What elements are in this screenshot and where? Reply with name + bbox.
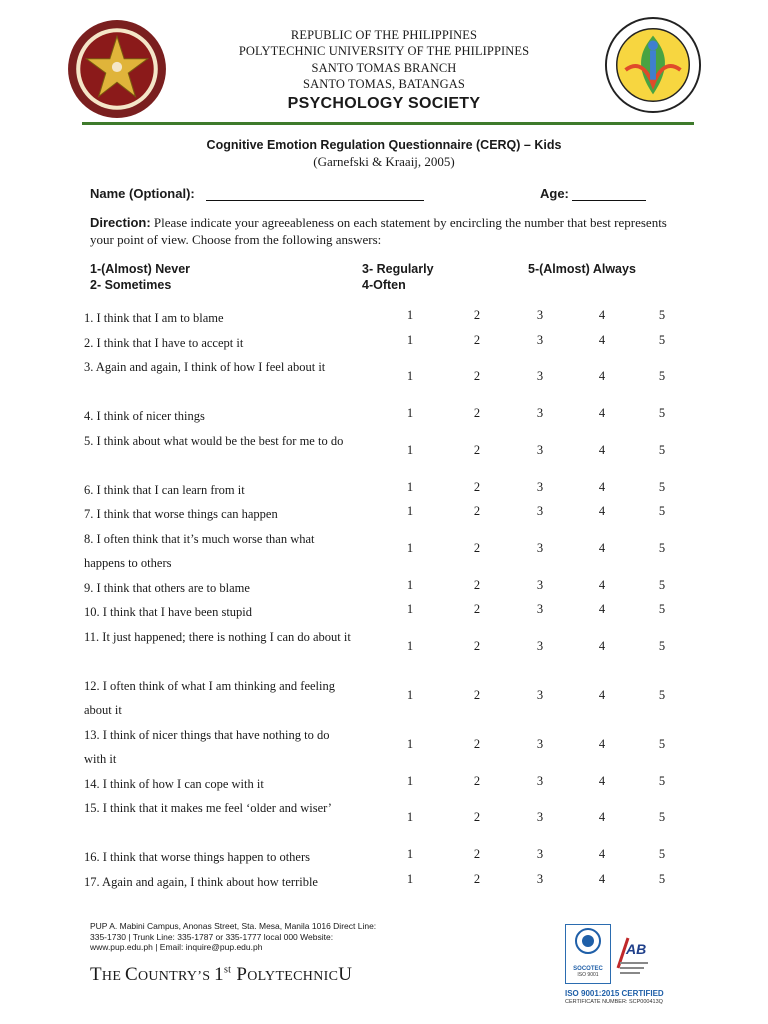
- socotec-label: SOCOTEC: [573, 966, 603, 972]
- certificate-number: CERTIFICATE NUMBER: SCP000413Q: [565, 999, 663, 1005]
- rating-option-3[interactable]: 3: [536, 773, 544, 788]
- ab-accreditation-icon: [612, 928, 652, 982]
- header-line-location: SANTO TOMAS, BATANGAS: [303, 77, 465, 92]
- question-text: 12. I often think of what I am thinking and feeling about it: [84, 678, 335, 717]
- question-text: 17. Again and again, I think about how terrible: [84, 874, 318, 889]
- rating-option-2[interactable]: 2: [473, 810, 481, 824]
- footer-address: PUP A. Mabini Campus, Anonas Street, Sta. Mesa, Manila 1016 Direct Line: 335-1730 | Trunk Line: 335-1787 or 335-1777 local 000 Website: www.pup.edu.ph | Email: inquire@pup.edu.ph: [90, 921, 377, 953]
- rating-option-4[interactable]: 4: [598, 369, 606, 383]
- rating-option-1[interactable]: 1: [406, 369, 414, 383]
- question-row: [84, 502, 684, 527]
- rating-option-3[interactable]: 3: [536, 577, 544, 592]
- rating-option-3[interactable]: 3: [536, 308, 544, 322]
- page-subtitle: (Garnefski & Kraaij, 2005): [313, 154, 455, 169]
- rating-option-1[interactable]: 1: [406, 773, 414, 788]
- socotec-icon: [566, 925, 610, 961]
- rating-option-3[interactable]: 3: [536, 602, 544, 616]
- question-text: 10. I think that I have been stupid: [84, 605, 253, 619]
- rating-option-1[interactable]: 1: [406, 687, 414, 702]
- slogan-st: st: [223, 964, 232, 976]
- question-row: [84, 527, 684, 576]
- rating-option-4[interactable]: 4: [598, 638, 606, 653]
- page-title: Cognitive Emotion Regulation Questionnaire (CERQ) – Kids: [206, 138, 562, 152]
- rating-option-1[interactable]: 1: [406, 602, 414, 616]
- rating-option-3[interactable]: 3: [536, 847, 544, 861]
- respondent-info-row: [90, 186, 690, 206]
- rating-option-1[interactable]: 1: [406, 736, 414, 751]
- rating-option-1[interactable]: 1: [406, 638, 414, 653]
- rating-option-4[interactable]: 4: [598, 736, 606, 751]
- question-text: 6. I think that I can learn from it: [84, 482, 245, 497]
- rating-option-2[interactable]: 2: [473, 773, 481, 788]
- society-name: PSYCHOLOGY SOCIETY: [287, 95, 481, 112]
- name-field[interactable]: [206, 200, 424, 201]
- question-text: 14. I think of how I can cope with it: [84, 776, 264, 791]
- rating-option-3[interactable]: 3: [536, 504, 544, 518]
- question-row: [84, 355, 684, 404]
- rating-option-3[interactable]: 3: [536, 442, 544, 457]
- socotec-iso-label: ISO 9001: [577, 972, 599, 978]
- rating-option-4[interactable]: 4: [598, 847, 606, 861]
- iso-certified-label: ISO 9001:2015 CERTIFIED: [565, 989, 664, 998]
- rating-option-4[interactable]: 4: [598, 406, 606, 420]
- ab-mark: AB: [626, 941, 647, 957]
- question-text: 7. I think that worse things can happen: [84, 507, 278, 521]
- question-row: [84, 845, 684, 870]
- rating-option-2[interactable]: 2: [473, 406, 481, 420]
- rating-option-3[interactable]: 3: [536, 638, 544, 653]
- rating-option-1[interactable]: 1: [406, 308, 414, 322]
- question-text: 3. Again and again, I think of how I feel about it: [84, 360, 326, 374]
- legend-option-1: 1-(Almost) Never: [90, 262, 191, 276]
- rating-option-4[interactable]: 4: [598, 442, 606, 457]
- question-row: [84, 306, 684, 331]
- rating-option-5[interactable]: 5: [658, 406, 666, 420]
- rating-option-3[interactable]: 3: [536, 332, 544, 347]
- rating-option-5[interactable]: 5: [658, 687, 666, 702]
- rating-option-4[interactable]: 4: [598, 871, 606, 886]
- slogan-ountrys: OUNTRY’S: [137, 969, 215, 984]
- socotec-certification-logo: [565, 924, 611, 984]
- question-row: [84, 796, 684, 845]
- rating-option-5[interactable]: 5: [658, 504, 666, 518]
- rating-option-4[interactable]: 4: [598, 479, 606, 494]
- question-row: [84, 723, 684, 772]
- rating-option-2[interactable]: 2: [473, 504, 481, 518]
- legend-option-4: 4-Often: [362, 278, 406, 292]
- rating-option-3[interactable]: 3: [536, 736, 544, 751]
- rating-option-5[interactable]: 5: [658, 602, 666, 616]
- rating-option-3[interactable]: 3: [536, 406, 544, 420]
- psychology-department-seal-icon: [604, 16, 702, 114]
- rating-option-1[interactable]: 1: [406, 406, 414, 420]
- rating-option-3[interactable]: 3: [536, 479, 544, 494]
- rating-option-1[interactable]: 1: [406, 332, 414, 347]
- question-row: [84, 576, 684, 601]
- rating-option-3[interactable]: 3: [536, 540, 544, 555]
- question-row: [84, 429, 684, 478]
- rating-option-4[interactable]: 4: [598, 332, 606, 347]
- rating-option-5[interactable]: 5: [658, 332, 666, 347]
- rating-option-5[interactable]: 5: [658, 773, 666, 788]
- rating-option-1[interactable]: 1: [406, 847, 414, 861]
- name-label: Name (Optional):: [90, 186, 195, 201]
- question-text: 16. I think that worse things happen to others: [84, 850, 311, 864]
- rating-option-4[interactable]: 4: [598, 810, 606, 824]
- rating-option-5[interactable]: 5: [658, 871, 666, 886]
- footer-slogan: [90, 964, 352, 986]
- header-line-university: POLYTECHNIC UNIVERSITY OF THE PHILIPPINES: [238, 44, 530, 59]
- rating-option-1[interactable]: 1: [406, 504, 414, 518]
- age-label: Age:: [540, 186, 569, 201]
- institution-header: [184, 27, 584, 93]
- question-row: [84, 331, 684, 356]
- question-row: [84, 600, 684, 625]
- rating-option-4[interactable]: 4: [598, 308, 606, 322]
- rating-option-5[interactable]: 5: [658, 369, 666, 383]
- pup-seal-icon: [66, 18, 168, 120]
- rating-option-2[interactable]: 2: [473, 847, 481, 861]
- rating-option-2[interactable]: 2: [473, 308, 481, 322]
- rating-option-2[interactable]: 2: [473, 369, 481, 383]
- question-text: 5. I think about what would be the best for me to do: [84, 433, 344, 448]
- rating-option-4[interactable]: 4: [598, 773, 606, 788]
- rating-option-2[interactable]: 2: [473, 638, 481, 653]
- rating-option-1[interactable]: 1: [406, 871, 414, 886]
- rating-option-5[interactable]: 5: [658, 810, 666, 824]
- rating-option-5[interactable]: 5: [658, 308, 666, 322]
- age-field[interactable]: [572, 200, 646, 201]
- rating-option-2[interactable]: 2: [473, 687, 481, 702]
- rating-option-2[interactable]: 2: [473, 871, 481, 886]
- slogan-t: T: [90, 964, 102, 985]
- slogan-u: U: [338, 964, 353, 985]
- rating-option-1[interactable]: 1: [406, 442, 414, 457]
- answer-legend: [90, 261, 690, 295]
- question-text: 13. I think of nicer things that have nothing to do with it: [84, 727, 330, 766]
- rating-option-4[interactable]: 4: [598, 602, 606, 616]
- direction-text: Please indicate your agreeableness on each statement by encircling the number that best represents your point of view. Choose from the following answers:: [90, 215, 667, 247]
- legend-option-2: 2- Sometimes: [90, 278, 172, 292]
- legend-option-5: 5-(Almost) Always: [528, 262, 636, 276]
- rating-option-2[interactable]: 2: [473, 540, 481, 555]
- rating-option-1[interactable]: 1: [406, 577, 414, 592]
- rating-option-1[interactable]: 1: [406, 540, 414, 555]
- iso-certification-text: [565, 989, 665, 1007]
- rating-option-3[interactable]: 3: [536, 369, 544, 383]
- legend-option-3: 3- Regularly: [362, 262, 434, 276]
- rating-option-2[interactable]: 2: [473, 602, 481, 616]
- rating-option-3[interactable]: 3: [536, 687, 544, 702]
- rating-option-2[interactable]: 2: [473, 577, 481, 592]
- rating-option-5[interactable]: 5: [658, 638, 666, 653]
- question-row: [84, 625, 684, 674]
- directions: [90, 214, 680, 248]
- rating-option-4[interactable]: 4: [598, 504, 606, 518]
- rating-option-4[interactable]: 4: [598, 540, 606, 555]
- rating-option-2[interactable]: 2: [473, 442, 481, 457]
- rating-option-5[interactable]: 5: [658, 577, 666, 592]
- rating-option-3[interactable]: 3: [536, 871, 544, 886]
- slogan-num: 1: [214, 964, 224, 985]
- header-divider: [82, 122, 694, 125]
- rating-option-3[interactable]: 3: [536, 810, 544, 824]
- question-text: 4. I think of nicer things: [84, 409, 205, 423]
- rating-option-2[interactable]: 2: [473, 736, 481, 751]
- rating-option-5[interactable]: 5: [658, 847, 666, 861]
- question-text: 9. I think that others are to blame: [84, 580, 250, 595]
- question-row: [84, 674, 684, 723]
- question-text: 11. It just happened; there is nothing I can do about it: [84, 629, 351, 644]
- rating-option-5[interactable]: 5: [658, 479, 666, 494]
- slogan-olytechnic: OLYTECHNIC: [247, 969, 339, 984]
- rating-option-2[interactable]: 2: [473, 479, 481, 494]
- question-row: [84, 772, 684, 797]
- rating-option-4[interactable]: 4: [598, 687, 606, 702]
- rating-option-5[interactable]: 5: [658, 736, 666, 751]
- question-text: 2. I think that I have to accept it: [84, 335, 244, 350]
- rating-option-5[interactable]: 5: [658, 540, 666, 555]
- rating-option-1[interactable]: 1: [406, 810, 414, 824]
- rating-option-2[interactable]: 2: [473, 332, 481, 347]
- question-row: [84, 478, 684, 503]
- slogan-he: HE: [101, 969, 125, 984]
- question-text: 8. I often think that it’s much worse than what happens to others: [84, 531, 315, 570]
- question-text: 15. I think that it makes me feel ‘older and wiser’: [84, 801, 332, 815]
- question-row: [84, 404, 684, 429]
- rating-option-1[interactable]: 1: [406, 479, 414, 494]
- question-row: [84, 870, 684, 895]
- slogan-p: P: [231, 964, 248, 985]
- rating-option-5[interactable]: 5: [658, 442, 666, 457]
- direction-label: Direction:: [90, 215, 151, 230]
- header-line-branch: SANTO TOMAS BRANCH: [311, 60, 457, 75]
- rating-option-4[interactable]: 4: [598, 577, 606, 592]
- question-text: 1. I think that I am to blame: [84, 311, 224, 325]
- header-line-republic: REPUBLIC OF THE PHILIPPINES: [290, 28, 478, 42]
- slogan-c: C: [124, 964, 138, 985]
